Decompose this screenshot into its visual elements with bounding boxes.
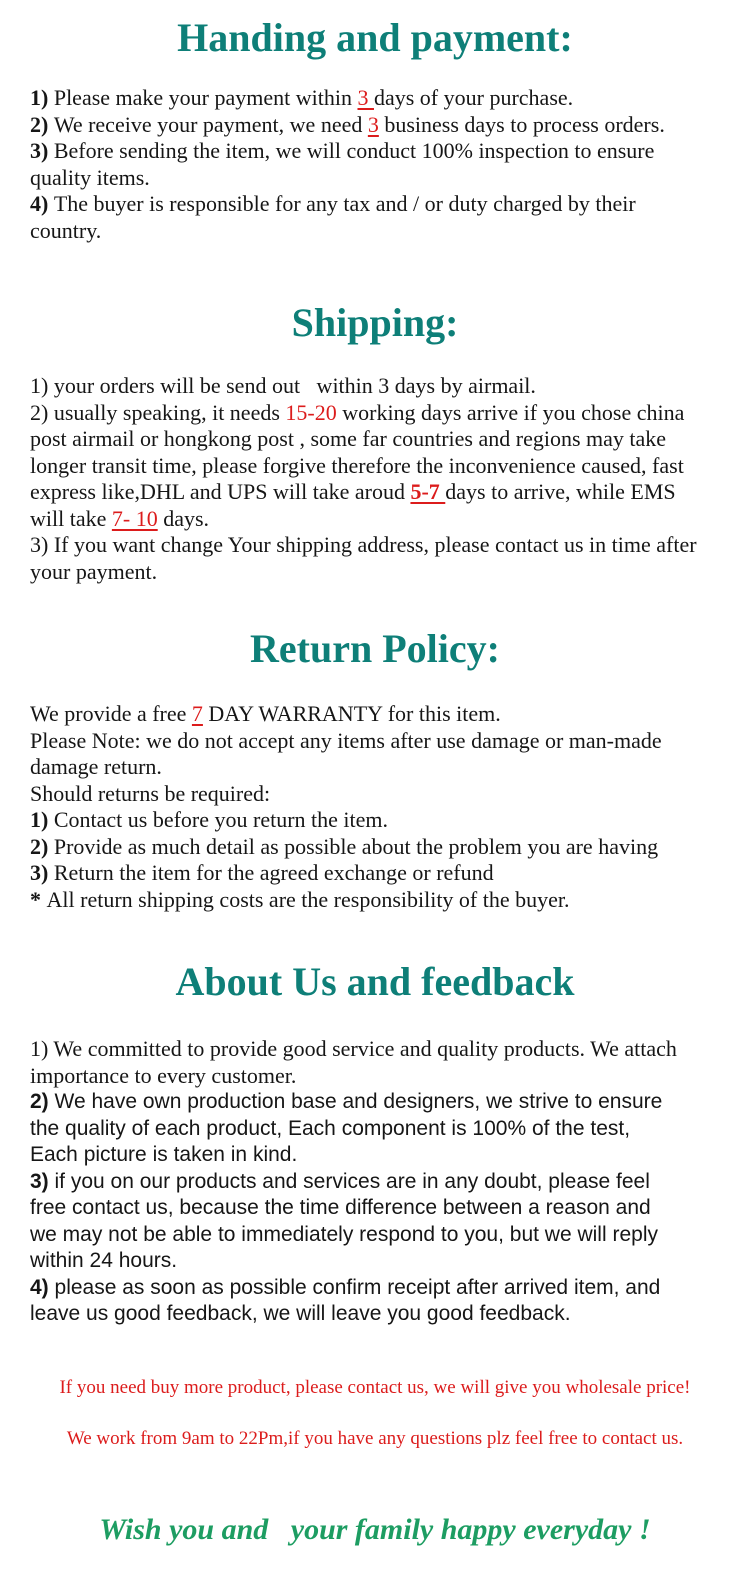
text-line xyxy=(30,1275,726,1302)
text-segment: days. xyxy=(157,505,210,531)
text-segment: days of your purchase. xyxy=(373,85,574,110)
text-segment: 4) xyxy=(30,1275,55,1299)
text-segment: importance to every customer. xyxy=(30,1062,297,1088)
text-segment: We provide a free xyxy=(30,701,192,726)
text-segment: working days arrive if you chose china xyxy=(336,399,685,425)
text-line xyxy=(30,138,726,165)
wish-message: Wish you and your family happy everyday ! xyxy=(99,1512,651,1546)
about-us-body xyxy=(30,1036,726,1328)
text-line xyxy=(30,85,726,112)
text-line xyxy=(30,1089,726,1116)
text-segment: quality items. xyxy=(30,164,150,190)
text-segment: 2) xyxy=(30,111,54,137)
text-segment: We receive your payment, we need xyxy=(53,111,368,137)
text-line xyxy=(30,1222,726,1249)
text-line xyxy=(30,781,726,808)
text-line xyxy=(30,1142,726,1169)
text-line xyxy=(30,1195,726,1222)
text-line xyxy=(30,754,726,781)
section-title-return-policy: Return Policy: xyxy=(250,626,500,671)
text-segment: 3) xyxy=(30,1169,55,1193)
text-segment: free contact us, because the time difference between a reason and xyxy=(30,1196,651,1219)
text-segment: Return the item for the agreed exchange or refund xyxy=(53,860,494,885)
text-line xyxy=(30,1248,726,1275)
text-segment: All return shipping costs are the responsibility of the buyer. xyxy=(46,886,570,912)
text-segment: Each picture is taken in kind. xyxy=(30,1143,298,1166)
return-policy-body xyxy=(30,701,726,913)
text-segment: leave us good feedback, we will leave you good feedback. xyxy=(30,1302,571,1325)
text-segment: Before sending the item, we will conduct 100% inspection to ensure xyxy=(53,138,655,163)
text-line xyxy=(30,860,726,887)
text-line xyxy=(30,426,726,453)
text-segment: post airmail or hongkong post , some far countries and regions may take xyxy=(30,426,667,451)
text-line xyxy=(30,1301,726,1328)
text-segment: 7 xyxy=(191,701,203,726)
text-segment: damage return. xyxy=(30,754,162,779)
text-segment: 2) usually speaking, it needs xyxy=(30,399,286,425)
text-segment: 1) We committed to provide good service and quality products. We attach xyxy=(30,1036,677,1061)
text-line xyxy=(30,400,726,427)
text-line xyxy=(30,506,726,533)
text-segment: 5-7 xyxy=(410,479,446,504)
text-segment: business days to process orders. xyxy=(378,111,665,137)
text-line xyxy=(30,479,726,506)
text-line xyxy=(30,807,726,834)
text-segment: 7- 10 xyxy=(111,505,158,531)
text-segment: 1) xyxy=(30,807,54,832)
text-segment: * xyxy=(30,886,47,912)
text-segment: Should returns be required: xyxy=(30,780,271,806)
text-line xyxy=(30,1036,726,1063)
text-segment: We have own production base and designers, we strive to ensure xyxy=(54,1090,663,1113)
text-segment: DAY WARRANTY for this item. xyxy=(202,701,501,726)
text-segment: express like,DHL and UPS will take aroud xyxy=(30,479,411,504)
shipping-body xyxy=(30,373,726,585)
wholesale-note: If you need buy more product, please contact us, we will give you wholesale price! xyxy=(59,1376,691,1398)
text-segment: 1) xyxy=(30,85,54,110)
section-title-handing-payment: Handing and payment: xyxy=(177,15,573,60)
text-line xyxy=(30,1063,726,1090)
text-segment: 4) xyxy=(30,191,54,216)
text-segment: your payment. xyxy=(30,558,158,584)
text-segment: the quality of each product, Each component is 100% of the test, xyxy=(30,1116,631,1140)
text-segment: 3) If you want change Your shipping address, please contact us in time after xyxy=(30,532,697,557)
text-segment: longer transit time, please forgive therefore the inconvenience caused, fast xyxy=(30,452,684,478)
text-segment: Please Note: we do not accept any items after use damage or man-made xyxy=(30,727,662,753)
text-segment: we may not be able to immediately respond to you, but we will reply xyxy=(30,1222,658,1246)
text-segment: 2) xyxy=(30,1090,55,1113)
text-line xyxy=(30,1116,726,1143)
text-line xyxy=(30,1169,726,1196)
text-line xyxy=(30,701,726,728)
text-line xyxy=(30,165,726,192)
text-segment: Provide as much detail as possible about the problem you are having xyxy=(53,833,659,859)
text-segment: 3) xyxy=(30,860,54,885)
text-line xyxy=(30,834,726,861)
working-hours-note: We work from 9am to 22Pm,if you have any questions plz feel free to contact us. xyxy=(66,1427,684,1449)
handing-payment-body xyxy=(30,85,726,244)
text-segment: country. xyxy=(30,217,102,243)
section-title-about-us: About Us and feedback xyxy=(175,959,575,1004)
text-segment: 15-20 xyxy=(285,399,337,425)
text-segment: 1) your orders will be send out within 3 days by airmail. xyxy=(30,373,536,398)
text-segment: will take xyxy=(30,505,112,531)
text-segment: days to arrive, while EMS xyxy=(445,479,676,504)
section-title-shipping: Shipping: xyxy=(291,300,459,345)
text-line xyxy=(30,191,726,218)
text-segment: 3 xyxy=(357,85,374,110)
text-segment: 2) xyxy=(30,833,54,859)
text-line xyxy=(30,112,726,139)
text-segment: please as soon as possible confirm receipt after arrived item, and xyxy=(54,1275,661,1299)
text-line xyxy=(30,373,726,400)
text-segment: 3 xyxy=(367,111,379,137)
text-line xyxy=(30,453,726,480)
text-segment: if you on our products and services are in any doubt, please feel xyxy=(54,1169,650,1193)
text-segment: Please make your payment within xyxy=(53,85,358,110)
text-segment: 3) xyxy=(30,138,54,163)
text-segment: The buyer is responsible for any tax and / or duty charged by their xyxy=(53,191,636,216)
text-line xyxy=(30,532,726,559)
text-line xyxy=(30,218,726,245)
text-line xyxy=(30,728,726,755)
text-segment: within 24 hours. xyxy=(30,1249,178,1272)
text-line xyxy=(30,559,726,586)
text-line xyxy=(30,887,726,914)
text-segment: Contact us before you return the item. xyxy=(53,807,389,832)
